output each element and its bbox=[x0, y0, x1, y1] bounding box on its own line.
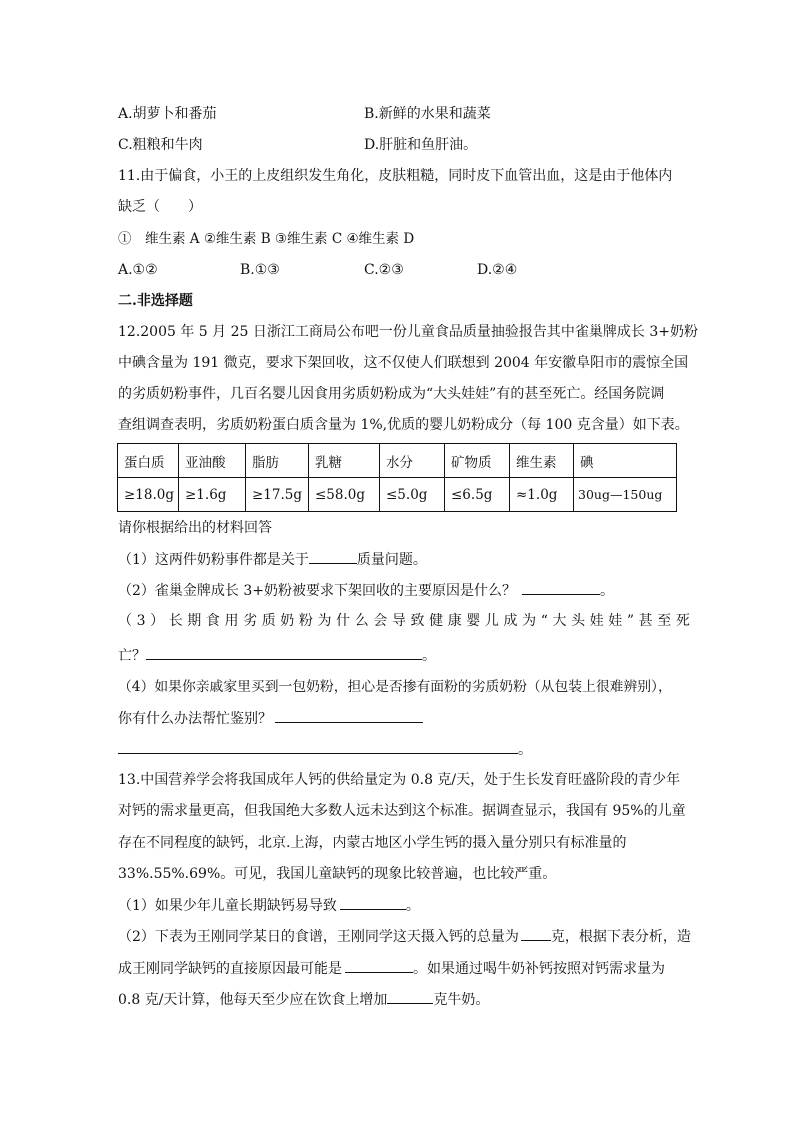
q13-sub2-text5: 0.8 克/天计算，他每天至少应在饮食上增加 bbox=[118, 992, 388, 1008]
q12-sub2-blank bbox=[522, 580, 600, 595]
q12-sub4-line2 bbox=[118, 708, 423, 729]
table-header-cell: 矿物质 bbox=[445, 444, 510, 478]
q12-sub2-suffix: 。 bbox=[600, 583, 614, 599]
q12-sub3-suffix: 。 bbox=[422, 648, 436, 664]
table-row bbox=[118, 478, 677, 512]
table-header-cell: 维生素 bbox=[510, 444, 574, 478]
table-cell: ≤58.0g bbox=[309, 478, 380, 512]
q13-line3: 存在不同程度的缺钙，北京.上海，内蒙古地区小学生钙的摄入量分别只有标准量的 bbox=[118, 835, 627, 851]
q12-sub3-text: 亡？ bbox=[118, 648, 146, 664]
q11-option-c: C.②③ bbox=[364, 262, 404, 278]
table-cell: ≥1.6g bbox=[179, 478, 246, 512]
table-header-cell: 蛋白质 bbox=[118, 444, 179, 478]
table-header-cell: 亚油酸 bbox=[179, 444, 246, 478]
table-header-row bbox=[118, 444, 677, 478]
q13-sub2-text4: 。如果通过喝牛奶补钙按照对钙需求量为 bbox=[413, 961, 665, 977]
q13-sub2-line2 bbox=[118, 958, 665, 979]
section2-title: 二.非选择题 bbox=[118, 293, 193, 309]
q12-line4: 查组调查表明，劣质奶粉蛋白质含量为 1%,优质的婴儿奶粉成分（每 100 克含量）如下表。 bbox=[118, 417, 689, 433]
q13-sub2-text2: 克，根据下表分析，造 bbox=[550, 929, 691, 945]
q13-sub1-suffix: 。 bbox=[405, 898, 420, 914]
q13-sub2-blank1 bbox=[521, 926, 551, 941]
q11-option-d: D.②④ bbox=[477, 262, 518, 278]
q12-sub1 bbox=[118, 549, 427, 570]
q12-sub4-text: 你有什么办法帮忙鉴别？ bbox=[118, 711, 272, 727]
q13-sub2-blank3 bbox=[387, 989, 433, 1004]
q11-stem-line1: 11.由于偏食，小王的上皮组织发生角化，皮肤粗糙，同时皮下血管出血，这是由于他体内 bbox=[118, 168, 673, 184]
table-header-cell: 碘 bbox=[574, 444, 677, 478]
q13-sub2-blank2 bbox=[345, 958, 413, 973]
q12-sub3-line2 bbox=[118, 645, 436, 666]
q13-sub2-text3: 成王刚同学缺钙的直接原因最可能是 bbox=[118, 961, 342, 977]
table-header-cell: 水分 bbox=[380, 444, 445, 478]
table-cell: ≥17.5g bbox=[246, 478, 309, 512]
q11-choices: ① 维生素 A ②维生素 B ③维生素 C ④维生素 D bbox=[118, 231, 415, 247]
nutrient-table bbox=[117, 443, 677, 512]
table-cell: ≤6.5g bbox=[445, 478, 510, 512]
q10-option-a: A.胡萝卜和番茄 bbox=[118, 106, 217, 122]
q12-sub4-blank2 bbox=[118, 739, 518, 754]
q12-sub4-blank1 bbox=[275, 708, 423, 723]
q13-sub2-line3 bbox=[118, 989, 489, 1010]
q10-option-c: C.粗粮和牛肉 bbox=[118, 137, 203, 153]
q11-option-b: B.①③ bbox=[240, 262, 280, 278]
table-header-cell: 乳糖 bbox=[309, 444, 380, 478]
q12-prompt: 请你根据给出的材料回答 bbox=[118, 520, 272, 536]
table-cell: ≤5.0g bbox=[380, 478, 445, 512]
q13-line1: 13.中国营养学会将我国成年人钙的供给量定为 0.8 克/天，处于生长发育旺盛阶段的青少年 bbox=[118, 772, 681, 788]
q13-sub2-text6: 克牛奶。 bbox=[433, 992, 490, 1008]
q10-option-d: D.肝脏和鱼肝油。 bbox=[364, 137, 478, 153]
q13-line4: 33%.55%.69%。可见，我国儿童缺钙的现象比较普遍，也比较严重。 bbox=[118, 866, 557, 882]
q13-sub2-text1: （2）下表为王刚同学某日的食谱，王刚同学这天摄入钙的总量为 bbox=[118, 929, 519, 945]
q12-sub3-line1: （3）长期食用劣质奶粉为什么会导致健康婴儿成为“大头娃娃”甚至死 bbox=[118, 613, 695, 629]
q12-line3: 的劣质奶粉事件，几百名婴儿因食用劣质奶粉成为“大头娃娃”有的甚至死亡。经国务院调 bbox=[118, 386, 665, 402]
q11-stem-line2: 缺乏（ ） bbox=[118, 199, 202, 215]
q12-sub2 bbox=[118, 580, 614, 601]
table-cell: ≈1.0g bbox=[510, 478, 574, 512]
q13-sub2-line1 bbox=[118, 926, 691, 947]
q12-sub2-text: （2）雀巢金牌成长 3+奶粉被要求下架回收的主要原因是什么？ bbox=[118, 583, 516, 599]
table-header-cell: 脂肪 bbox=[246, 444, 309, 478]
q13-sub1-blank bbox=[340, 895, 406, 910]
q13-sub1-text: （1）如果少年儿童长期缺钙易导致 bbox=[118, 898, 337, 914]
table-cell: ≥18.0g bbox=[118, 478, 179, 512]
q12-sub1-text: （1）这两件奶粉事件都是关于 bbox=[118, 552, 309, 568]
q13-line2: 对钙的需求量更高，但我国绝大多数人远未达到这个标准。据调查显示，我国有 95%的儿童 bbox=[118, 803, 686, 819]
q12-sub4-suffix: 。 bbox=[518, 742, 532, 758]
q13-sub1 bbox=[118, 895, 420, 916]
q12-line1: 12.2005 年 5 月 25 日浙江工商局公布吧一份儿童食品质量抽验报告其中雀巢牌成长 3+奶粉 bbox=[118, 324, 698, 340]
q11-option-a: A.①② bbox=[118, 262, 158, 278]
q12-sub3-blank bbox=[146, 645, 422, 660]
q12-sub1-blank bbox=[309, 549, 357, 564]
q12-line2: 中碘含量为 191 微克，要求下架回收，这不仅使人们联想到 2004 年安徽阜阳市的震惊全国 bbox=[118, 355, 689, 371]
q12-sub4-line3 bbox=[118, 739, 532, 760]
q12-sub1-suffix: 质量问题。 bbox=[356, 552, 427, 568]
q10-option-b: B.新鲜的水果和蔬菜 bbox=[364, 106, 491, 122]
q12-sub4-line1: （4）如果你亲戚家里买到一包奶粉，担心是否掺有面粉的劣质奶粉（从包装上很难辨别）， bbox=[118, 679, 672, 695]
table-cell: 30ug—150ug bbox=[574, 478, 677, 512]
